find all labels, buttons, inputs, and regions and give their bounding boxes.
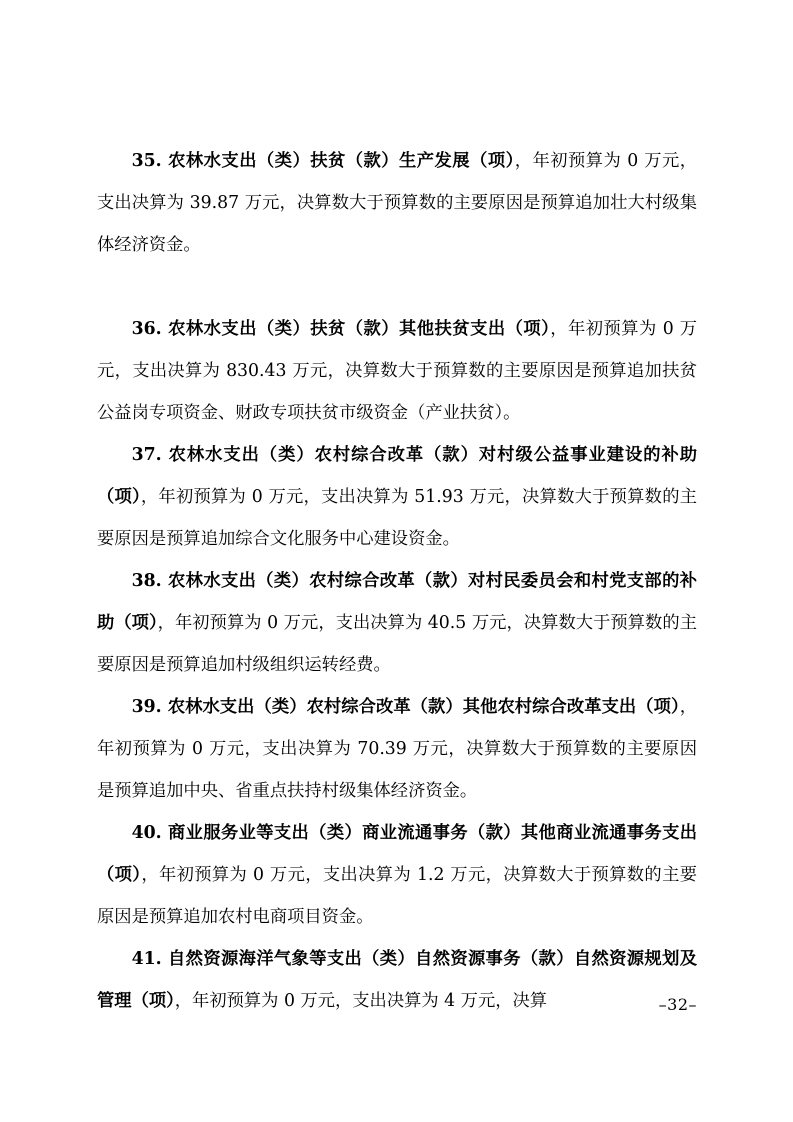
paragraph-body: ，年初预算为 0 万元，支出决算为 51.93 万元，决算数大于预算数的主要原因是预算追加综合文化服务中心建设资金。: [97, 487, 697, 549]
page-number: –32–: [658, 995, 697, 1014]
paragraph-item-39: [97, 686, 697, 812]
paragraph-item-36: [97, 308, 697, 434]
paragraph-lead: 39. 农林水支出（类）农村综合改革（款）其他农村综合改革支出（项）: [131, 697, 680, 717]
paragraph-lead: 36. 农林水支出（类）扶贫（款）其他扶贫支出（项）: [131, 319, 551, 339]
paragraph-item-41: [97, 938, 697, 1022]
paragraph-item-35: [97, 140, 697, 266]
paragraph-body: ，年初预算为 0 万元，支出决算为 1.2 万元，决算数大于预算数的主要原因是预算追加农村电商项目资金。: [97, 865, 698, 927]
paragraph-lead: 37. 农林水支出（类）农村综合改革（款）对村级公益事业建设的补助（项）: [97, 445, 697, 507]
paragraph-body: ，年初预算为 0 万元，支出决算为 40.5 万元，决算数大于预算数的主要原因是预算追加村级组织运转经费。: [97, 613, 697, 675]
paragraph-lead: 40. 商业服务业等支出（类）商业流通事务（款）其他商业流通事务支出（项）: [97, 823, 697, 885]
paragraph-body: ，年初预算为 0 万元，支出决算为 4 万元，决算: [174, 991, 548, 1011]
paragraph-body: ，年初预算为 0 万元，支出决算为 830.43 万元，决算数大于预算数的主要原因是预算追加扶贫公益岗专项资金、财政专项扶贫市级资金（产业扶贫）。: [97, 319, 698, 423]
document-body: [97, 140, 697, 1022]
paragraph-body: ，年初预算为 0 万元，支出决算为 39.87 万元，决算数大于预算数的主要原因是预算追加壮大村级集体经济资金。: [97, 151, 697, 255]
paragraph-item-37: [97, 434, 697, 560]
paragraph-lead: 38. 农林水支出（类）农村综合改革（款）对村民委员会和村党支部的补助（项）: [97, 571, 697, 633]
paragraph-lead: 35. 农林水支出（类）扶贫（款）生产发展（项）: [131, 151, 515, 171]
paragraph-item-40: [97, 812, 697, 938]
paragraph-item-38: [97, 560, 697, 686]
paragraph-body: ，年初预算为 0 万元，支出决算为 70.39 万元，决算数大于预算数的主要原因是预算追加中央、省重点扶持村级集体经济资金。: [97, 697, 697, 801]
paragraph-lead: 41. 自然资源海洋气象等支出（类）自然资源事务（款）自然资源规划及管理（项）: [97, 949, 697, 1011]
paragraph-gap: [97, 266, 697, 308]
